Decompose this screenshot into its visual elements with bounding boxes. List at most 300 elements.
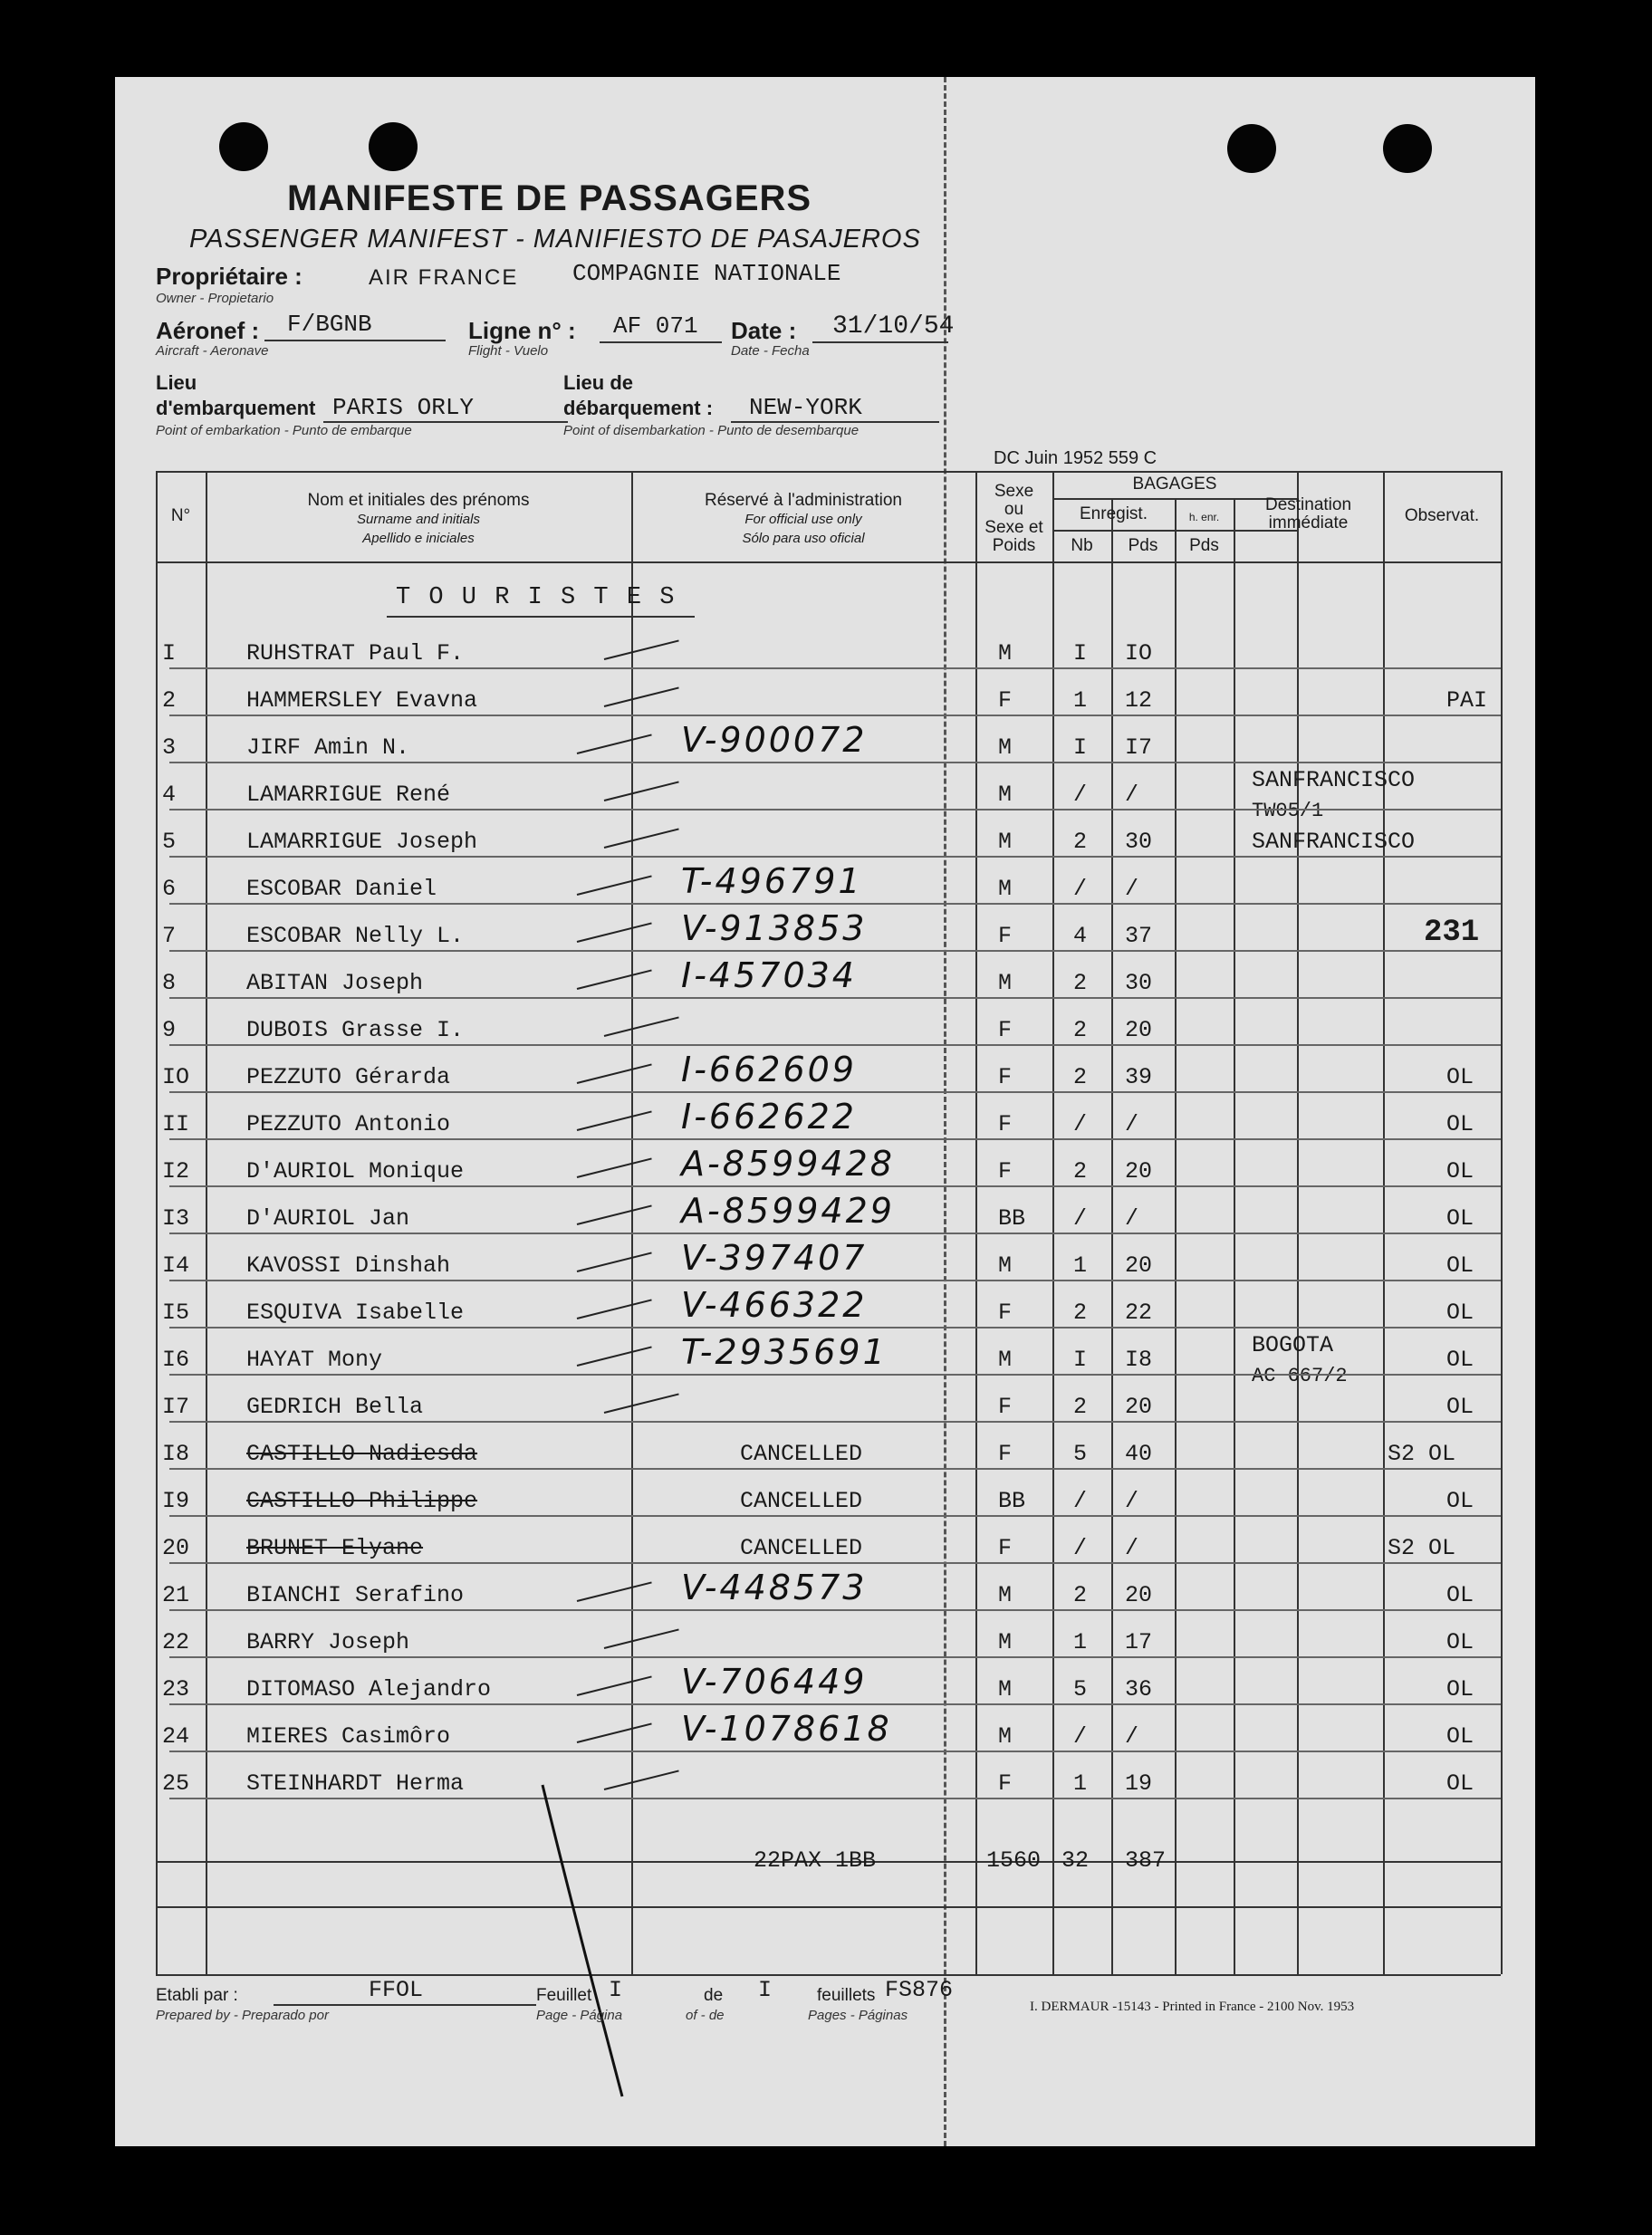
col-header-bagages: BAGAGES — [1132, 475, 1217, 494]
admin-reference: V-448573 — [681, 1568, 868, 1607]
row-number: 9 — [162, 1017, 177, 1043]
table-row — [115, 1238, 1535, 1290]
baggage-count: / — [1073, 1205, 1088, 1232]
baggage-weight: 20 — [1125, 1582, 1153, 1608]
baggage-weight: 30 — [1125, 970, 1153, 996]
row-underline — [169, 1185, 1501, 1187]
row-underline — [169, 762, 1501, 763]
baggage-count: I — [1073, 640, 1088, 667]
admin-reference: I-662609 — [681, 1050, 857, 1089]
admin-reference: CANCELLED — [740, 1441, 863, 1467]
baggage-weight: 17 — [1125, 1629, 1153, 1655]
owner-value: AIR FRANCE — [369, 265, 519, 290]
baggage-weight: 40 — [1125, 1441, 1153, 1467]
destination: SANFRANCISCO — [1252, 829, 1416, 855]
passenger-sex: M — [998, 1676, 1013, 1703]
passenger-name: D'AURIOL Jan — [246, 1205, 410, 1232]
admin-reference: A-8599429 — [681, 1191, 895, 1231]
row-underline — [169, 1280, 1501, 1281]
disembark-value: NEW-YORK — [749, 394, 862, 421]
table-row — [115, 1662, 1535, 1714]
passenger-sex: M — [998, 1252, 1013, 1279]
passenger-name: ESQUIVA Isabelle — [246, 1300, 465, 1326]
passenger-sex: F — [998, 1300, 1013, 1326]
prepared-by-value: FFOL — [369, 1977, 424, 2003]
disembark-sublabel: Point of disembarkation - Punto de desembarque — [563, 423, 860, 438]
baggage-count: 5 — [1073, 1441, 1088, 1467]
row-number: IO — [162, 1064, 190, 1090]
punch-hole — [1227, 124, 1276, 173]
destination: BOGOTA — [1252, 1332, 1334, 1358]
check-mark — [604, 639, 679, 660]
passenger-name: HAMMERSLEY Evavna — [246, 687, 478, 714]
pen-stroke — [532, 1779, 640, 2106]
destination-detail: TW05/1 — [1252, 800, 1324, 822]
admin-reference: V-1078618 — [681, 1709, 892, 1749]
passenger-sex: M — [998, 1347, 1013, 1373]
punch-hole — [1383, 124, 1432, 173]
passenger-sex: M — [998, 734, 1013, 761]
section-underline — [387, 616, 695, 618]
check-mark — [577, 1299, 652, 1319]
of-value: I — [758, 1977, 773, 2003]
row-number: I6 — [162, 1347, 190, 1373]
check-mark — [604, 781, 679, 801]
observation: OL — [1446, 1064, 1474, 1090]
aircraft-sublabel: Aircraft - Aeronave — [156, 343, 269, 359]
col-header-observations: Observat. — [1404, 506, 1480, 525]
passenger-name: CASTILLO Nadiesda — [246, 1441, 478, 1467]
baggage-weight: 22 — [1125, 1300, 1153, 1326]
row-underline — [169, 1468, 1501, 1470]
embark-label-1: Lieu — [156, 371, 197, 394]
check-mark — [577, 1110, 652, 1131]
baggage-weight: / — [1125, 1723, 1139, 1750]
passenger-sex: F — [998, 1441, 1013, 1467]
baggage-count: 4 — [1073, 923, 1088, 949]
table-row — [115, 820, 1535, 867]
baggage-count: 2 — [1073, 1394, 1088, 1420]
row-underline — [169, 1798, 1501, 1799]
observation: OL — [1446, 1488, 1474, 1514]
embark-value: PARIS ORLY — [332, 394, 475, 421]
row-underline — [169, 1233, 1501, 1234]
passenger-name: MIERES Casimôro — [246, 1723, 451, 1750]
baggage-count: / — [1073, 876, 1088, 902]
passenger-name: BIANCHI Serafino — [246, 1582, 465, 1608]
admin-reference: I-662622 — [681, 1097, 857, 1137]
embark-label-2: d'embarquement — [156, 397, 316, 419]
baggage-count: 2 — [1073, 1064, 1088, 1090]
table-row — [115, 1050, 1535, 1102]
row-underline — [169, 950, 1501, 952]
table-row — [115, 1432, 1535, 1479]
passenger-name: BRUNET Elyane — [246, 1535, 424, 1561]
row-underline — [169, 1703, 1501, 1705]
baggage-count: 2 — [1073, 1300, 1088, 1326]
baggage-weight: I8 — [1125, 1347, 1153, 1373]
baggage-count: 1 — [1073, 1629, 1088, 1655]
col-header-sex: Sexe ou Sexe et Poids — [984, 482, 1043, 555]
check-mark — [604, 1393, 679, 1414]
row-underline — [169, 1327, 1501, 1329]
passenger-name: HAYAT Mony — [246, 1347, 383, 1373]
check-mark — [577, 969, 652, 990]
passenger-name: STEINHARDT Herma — [246, 1770, 465, 1797]
admin-reference: V-466322 — [681, 1285, 868, 1325]
passenger-name: GEDRICH Bella — [246, 1394, 424, 1420]
baggage-count: 2 — [1073, 829, 1088, 855]
prepared-by-sublabel: Prepared by - Preparado por — [156, 2008, 329, 2023]
owner-value-2: COMPAGNIE NATIONALE — [572, 260, 841, 287]
observation: OL — [1446, 1111, 1474, 1137]
observation: S2 OL — [1388, 1441, 1456, 1467]
baggage-weight: 39 — [1125, 1064, 1153, 1090]
baggage-count: / — [1073, 1488, 1088, 1514]
row-number: 23 — [162, 1676, 190, 1703]
sheets-label: feuillets — [817, 1986, 876, 2005]
baggage-count: / — [1073, 782, 1088, 808]
destination-detail: AC 667/2 — [1252, 1365, 1348, 1387]
date-sublabel: Date - Fecha — [731, 343, 810, 359]
admin-reference: V-900072 — [681, 720, 868, 760]
table-row — [115, 1709, 1535, 1761]
observation: OL — [1446, 1770, 1474, 1797]
check-mark — [577, 1157, 652, 1178]
embark-underline — [323, 421, 568, 423]
check-mark — [604, 828, 679, 849]
admin-reference: T-2935691 — [681, 1332, 888, 1372]
observation: OL — [1446, 1676, 1474, 1703]
baggage-count: I — [1073, 1347, 1088, 1373]
table-row — [115, 720, 1535, 772]
row-underline — [169, 1751, 1501, 1752]
col-header-nb: Nb — [1071, 536, 1093, 555]
table-row — [115, 1097, 1535, 1149]
table-row — [115, 1332, 1535, 1387]
punch-hole — [369, 122, 418, 171]
check-mark — [577, 1063, 652, 1084]
passenger-sex: F — [998, 1158, 1013, 1185]
baggage-count: I — [1073, 734, 1088, 761]
row-underline — [169, 1562, 1501, 1564]
passenger-sex: M — [998, 876, 1013, 902]
embark-sublabel: Point of embarkation - Punto de embarque — [156, 423, 412, 438]
col-header-enregist: Enregist. — [1080, 504, 1148, 523]
flight-label: Ligne n° : — [468, 317, 576, 344]
baggage-weight: 20 — [1125, 1252, 1153, 1279]
table-row — [115, 861, 1535, 914]
observation: OL — [1446, 1582, 1474, 1608]
passenger-sex: F — [998, 1394, 1013, 1420]
row-underline — [169, 1515, 1501, 1517]
row-underline — [169, 1609, 1501, 1611]
totals-sex: 1560 — [986, 1847, 1042, 1874]
baggage-count: / — [1073, 1723, 1088, 1750]
passenger-sex: F — [998, 1111, 1013, 1137]
passenger-name: ESCOBAR Nelly L. — [246, 923, 465, 949]
passenger-sex: M — [998, 1582, 1013, 1608]
totals-pds: 387 — [1125, 1847, 1167, 1874]
row-number: 25 — [162, 1770, 190, 1797]
row-number: I — [162, 640, 177, 667]
baggage-count: 2 — [1073, 1582, 1088, 1608]
baggage-weight: 30 — [1125, 829, 1153, 855]
admin-reference: I-457034 — [681, 955, 857, 995]
passenger-name: D'AURIOL Monique — [246, 1158, 465, 1185]
baggage-weight: 19 — [1125, 1770, 1153, 1797]
observation: PAI — [1446, 687, 1488, 714]
row-underline — [169, 1091, 1501, 1093]
row-number: I9 — [162, 1488, 190, 1514]
sheet-sublabel: Page - Página — [536, 2008, 623, 2023]
row-underline — [169, 1044, 1501, 1046]
disembark-label-2: débarquement : — [563, 397, 714, 419]
observation: OL — [1446, 1347, 1474, 1373]
row-number: I4 — [162, 1252, 190, 1279]
table-row — [115, 1526, 1535, 1573]
baggage-count: 1 — [1073, 687, 1088, 714]
passenger-name: DITOMASO Alejandro — [246, 1676, 492, 1703]
observation: OL — [1446, 1723, 1474, 1750]
passenger-name: LAMARRIGUE Joseph — [246, 829, 478, 855]
table-row — [115, 1191, 1535, 1243]
of-label: de — [704, 1986, 724, 2005]
row-number: 7 — [162, 923, 177, 949]
table-row — [115, 1144, 1535, 1196]
baggage-weight: / — [1125, 1488, 1139, 1514]
observation: OL — [1446, 1205, 1474, 1232]
row-underline — [169, 856, 1501, 858]
flight-value: AF 071 — [613, 312, 698, 340]
aircraft-underline — [264, 340, 446, 341]
passenger-sex: M — [998, 1723, 1013, 1750]
totals-nb: 32 — [1061, 1847, 1090, 1874]
row-number: 5 — [162, 829, 177, 855]
admin-reference: V-706449 — [681, 1662, 868, 1702]
row-number: 4 — [162, 782, 177, 808]
table-row — [115, 1761, 1535, 1808]
baggage-count: 1 — [1073, 1252, 1088, 1279]
col-header-name: Nom et initiales des prénoms Surname and initials Apellido e iniciales — [307, 491, 530, 546]
passenger-sex: M — [998, 1629, 1013, 1655]
baggage-weight: 20 — [1125, 1017, 1153, 1043]
baggage-weight: I7 — [1125, 734, 1153, 761]
table-row — [115, 1008, 1535, 1055]
baggage-count: 1 — [1073, 1770, 1088, 1797]
passenger-name: ABITAN Joseph — [246, 970, 424, 996]
passenger-sex: M — [998, 970, 1013, 996]
check-mark — [577, 1722, 652, 1743]
row-underline — [169, 1374, 1501, 1376]
row-underline — [169, 1421, 1501, 1423]
table-row — [115, 767, 1535, 822]
passenger-sex: M — [998, 640, 1013, 667]
col-header-pds: Pds — [1128, 536, 1158, 555]
observation: OL — [1446, 1629, 1474, 1655]
table-row — [115, 955, 1535, 1008]
row-underline — [169, 1656, 1501, 1658]
row-number: 24 — [162, 1723, 190, 1750]
of-sublabel: of - de — [686, 2008, 725, 2023]
row-underline — [169, 715, 1501, 716]
aircraft-value: F/BGNB — [287, 311, 372, 338]
manifest-paper — [115, 77, 1535, 2146]
table-row — [115, 1568, 1535, 1620]
passenger-sex: F — [998, 923, 1013, 949]
baggage-weight: / — [1125, 1205, 1139, 1232]
col-header-pds-2: Pds — [1189, 536, 1219, 555]
section-label: T O U R I S T E S — [396, 584, 677, 611]
flight-underline — [600, 341, 722, 343]
passenger-name: CASTILLO Philippe — [246, 1488, 478, 1514]
row-number: II — [162, 1111, 190, 1137]
passenger-name: PEZZUTO Gérarda — [246, 1064, 451, 1090]
passenger-name: BARRY Joseph — [246, 1629, 410, 1655]
punch-hole — [219, 122, 268, 171]
passenger-sex: F — [998, 1770, 1013, 1797]
sheet-value: I — [609, 1977, 623, 2003]
row-number: 2 — [162, 687, 177, 714]
passenger-name: RUHSTRAT Paul F. — [246, 640, 465, 667]
passenger-sex: M — [998, 829, 1013, 855]
printer-imprint: I. DERMAUR -15143 - Printed in France - 2100 Nov. 1953 — [1030, 2000, 1355, 2014]
table-row — [115, 678, 1535, 725]
table-row — [115, 1385, 1535, 1432]
row-number: I7 — [162, 1394, 190, 1420]
baggage-count: 5 — [1073, 1676, 1088, 1703]
row-underline — [169, 997, 1501, 999]
passenger-sex: BB — [998, 1205, 1026, 1232]
passenger-name: LAMARRIGUE René — [246, 782, 451, 808]
row-number: I5 — [162, 1300, 190, 1326]
check-mark — [577, 1675, 652, 1696]
check-mark — [577, 1252, 652, 1272]
observation: OL — [1446, 1252, 1474, 1279]
row-number: 21 — [162, 1582, 190, 1608]
baggage-weight: / — [1125, 876, 1139, 902]
row-number: I8 — [162, 1441, 190, 1467]
admin-reference: A-8599428 — [681, 1144, 895, 1184]
aircraft-label: Aéronef : — [156, 317, 260, 344]
flight-sublabel: Flight - Vuelo — [468, 343, 549, 359]
admin-reference: V-397407 — [681, 1238, 868, 1278]
admin-reference: CANCELLED — [740, 1535, 863, 1561]
passenger-name: KAVOSSI Dinshah — [246, 1252, 451, 1279]
date-underline — [812, 341, 948, 343]
form-code: DC Juin 1952 559 C — [994, 448, 1157, 468]
totals-label: 22PAX 1BB — [754, 1847, 877, 1874]
page-subtitle: PASSENGER MANIFEST - MANIFIESTO DE PASAJEROS — [189, 225, 921, 254]
prepared-by-underline — [274, 2004, 536, 2006]
baggage-count: 2 — [1073, 1158, 1088, 1185]
row-number: 6 — [162, 876, 177, 902]
admin-reference: V-913853 — [681, 908, 868, 948]
row-underline — [169, 1138, 1501, 1140]
baggage-weight: 12 — [1125, 687, 1153, 714]
passenger-name: JIRF Amin N. — [246, 734, 410, 761]
passenger-sex: BB — [998, 1488, 1026, 1514]
prepared-by-label: Etabli par : — [156, 1986, 238, 2005]
row-number: I2 — [162, 1158, 190, 1185]
owner-sublabel: Owner - Propietario — [156, 291, 274, 306]
row-underline — [169, 903, 1501, 905]
passenger-sex: F — [998, 1535, 1013, 1561]
owner-label: Propriétaire : — [156, 263, 303, 290]
row-underline — [169, 667, 1501, 669]
row-number: 8 — [162, 970, 177, 996]
passenger-sex: F — [998, 687, 1013, 714]
baggage-count: / — [1073, 1535, 1088, 1561]
check-mark — [577, 875, 652, 896]
col-header-admin: Réservé à l'administration For official use only Sólo para uso oficial — [705, 491, 902, 546]
date-value: 31/10/54 — [832, 312, 955, 341]
passenger-sex: F — [998, 1017, 1013, 1043]
row-number: I3 — [162, 1205, 190, 1232]
sheet-label: Feuillet — [536, 1986, 592, 2005]
observation: 231 — [1424, 916, 1480, 950]
admin-reference: CANCELLED — [740, 1488, 863, 1514]
baggage-weight: 20 — [1125, 1158, 1153, 1185]
sheets-sublabel: Pages - Páginas — [808, 2008, 908, 2023]
observation: OL — [1446, 1394, 1474, 1420]
baggage-count: 2 — [1073, 970, 1088, 996]
admin-reference: T-496791 — [681, 861, 863, 901]
row-underline — [169, 809, 1501, 811]
baggage-weight: / — [1125, 1111, 1139, 1137]
passenger-name: PEZZUTO Antonio — [246, 1111, 451, 1137]
col-header-hors: h. enr. — [1188, 511, 1220, 523]
check-mark — [604, 1628, 679, 1649]
observation: OL — [1446, 1300, 1474, 1326]
row-number: 22 — [162, 1629, 190, 1655]
date-label: Date : — [731, 317, 797, 344]
check-mark — [577, 734, 652, 754]
passenger-sex: F — [998, 1064, 1013, 1090]
baggage-weight: 36 — [1125, 1676, 1153, 1703]
table-row — [115, 631, 1535, 678]
baggage-weight: / — [1125, 1535, 1139, 1561]
table-row — [115, 1285, 1535, 1338]
check-mark — [577, 1581, 652, 1602]
observation: OL — [1446, 1158, 1474, 1185]
passenger-name: DUBOIS Grasse I. — [246, 1017, 465, 1043]
table-row — [115, 1620, 1535, 1667]
baggage-weight: / — [1125, 782, 1139, 808]
check-mark — [577, 1346, 652, 1367]
baggage-count: / — [1073, 1111, 1088, 1137]
passenger-sex: M — [998, 782, 1013, 808]
baggage-count: 2 — [1073, 1017, 1088, 1043]
sheets-value: FS876 — [885, 1977, 954, 2003]
check-mark — [604, 1016, 679, 1037]
row-number: 20 — [162, 1535, 190, 1561]
observation: S2 OL — [1388, 1535, 1456, 1561]
check-mark — [604, 686, 679, 707]
check-mark — [577, 1204, 652, 1225]
passenger-name: ESCOBAR Daniel — [246, 876, 437, 902]
destination: SANFRANCISCO — [1252, 767, 1416, 793]
check-mark — [577, 922, 652, 943]
row-number: 3 — [162, 734, 177, 761]
col-header-destination: Destination immédiate — [1264, 495, 1352, 532]
disembark-label-1: Lieu de — [563, 371, 634, 394]
col-header-no: N° — [170, 506, 191, 525]
baggage-weight: IO — [1125, 640, 1153, 667]
baggage-weight: 37 — [1125, 923, 1153, 949]
baggage-weight: 20 — [1125, 1394, 1153, 1420]
page-title: MANIFESTE DE PASSAGERS — [287, 178, 812, 218]
